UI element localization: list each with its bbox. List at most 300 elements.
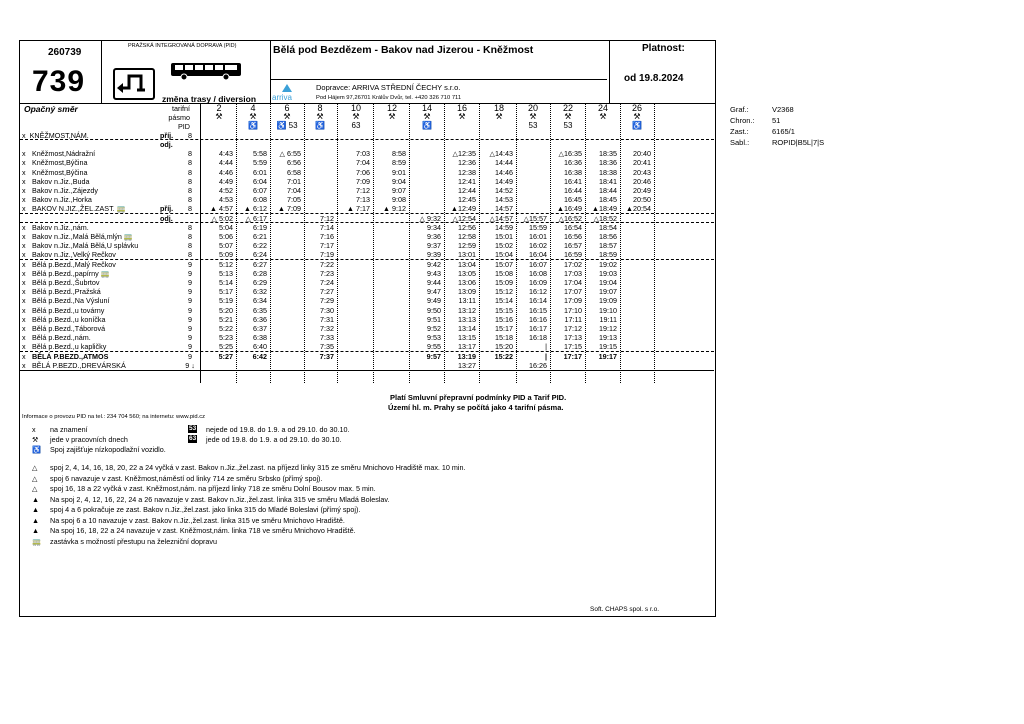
departure-time: △16:35 xyxy=(558,149,582,159)
departure-time: 6:34 xyxy=(253,296,267,306)
departure-time: 5:23 xyxy=(219,333,233,343)
departure-time: 7:23 xyxy=(320,268,334,278)
departure-time: 16:16 xyxy=(529,314,547,324)
departure-time: 19:12 xyxy=(599,324,617,333)
departure-time: 6:42 xyxy=(252,351,267,361)
legend-text: na znamení xyxy=(50,425,88,434)
note-symbol: ▲ xyxy=(32,505,40,514)
trip-number: 2 xyxy=(216,103,222,113)
departure-time: 19:11 xyxy=(599,314,617,324)
departure-time: 9:34 xyxy=(427,222,441,232)
departure-time: 17:11 xyxy=(564,314,582,324)
departure-time: 6:04 xyxy=(253,176,267,186)
departure-time: 9:52 xyxy=(427,324,441,333)
stop-marker: x xyxy=(22,167,26,177)
departure-time: 6:27 xyxy=(253,259,267,269)
departure-time: 9:07 xyxy=(392,186,406,195)
stop-marker: x xyxy=(22,149,26,159)
legend-text: Spoj zajišťuje nízkopodlažní vozidlo. xyxy=(50,445,166,454)
note-symbol: ▲ xyxy=(32,515,40,525)
stop-marker: x xyxy=(22,204,26,214)
tariff-zone: 9 xyxy=(188,268,192,278)
departure-time: △12:54 xyxy=(452,213,476,223)
departure-time: 9:36 xyxy=(427,232,441,241)
note-text: spoj 4 a 6 pokračuje ze zast. Bakov n.Jiz.,žel.zast. jako linka 315 do Mladé Boleslavi (přímý spoj). xyxy=(50,505,361,514)
stop-marker: x xyxy=(22,268,26,278)
departure-time: 18:57 xyxy=(599,241,617,251)
stop-name: Bělá p.Bezd.,u koníčka xyxy=(32,314,106,324)
trip-number: 26 xyxy=(631,103,642,113)
departure-time: 18:41 xyxy=(599,176,617,186)
stop-marker: x xyxy=(22,241,26,251)
tariff-zone: 8 xyxy=(188,222,192,232)
departure-time: 6:01 xyxy=(253,167,267,177)
departure-time: 6:28 xyxy=(253,268,267,278)
departure-time: 4:43 xyxy=(219,149,233,159)
tariff-zone: 9 xyxy=(188,342,192,352)
departure-time: 18:44 xyxy=(599,186,617,195)
stop-name: Bělá p.Bezd.,Na Výsluní xyxy=(32,296,110,306)
calendar-code-symbol: 53 xyxy=(189,425,197,432)
fare-conditions: Platí Smluvní přepravní podmínky PID a Tarif PID. Území hl. m. Prahy se počítá jako 4 tarifní pásma. xyxy=(388,393,567,412)
departure-time: 9:39 xyxy=(427,250,441,260)
tariff-zone: 9 xyxy=(188,314,192,324)
workday-icon: ⚒ xyxy=(458,112,466,121)
departure-time: 16:38 xyxy=(564,167,582,177)
departure-time: 19:13 xyxy=(599,333,617,343)
departure-time: 9:42 xyxy=(427,259,441,269)
tariff-zone: 9 xyxy=(188,324,192,333)
info-line: Informace o provozu PID na tel.: 234 704 560; na internetu: www.pid.cz xyxy=(22,414,206,420)
licence-number: 260739 xyxy=(48,47,82,58)
departure-time: 9:04 xyxy=(392,176,406,186)
stop-name: Bělá p.Bezd.,nám. xyxy=(32,333,91,343)
svg-text:arriva: arriva xyxy=(272,93,293,102)
meta-value: ROPID|B5L|7|S xyxy=(772,138,825,147)
workday-icon: ⚒ xyxy=(529,112,537,121)
departure-time: 16:01 xyxy=(529,232,547,241)
tariff-zone: 8 xyxy=(188,241,192,251)
legend-symbol: x xyxy=(32,425,36,434)
departure-time: 13:15 xyxy=(458,333,476,343)
tariff-zone: 9 xyxy=(188,351,192,361)
departure-time: 7:19 xyxy=(320,250,334,260)
departure-time: 9:08 xyxy=(392,195,406,205)
departure-time: 13:04 xyxy=(458,259,476,269)
departure-time: ▲ 6:12 xyxy=(243,204,267,214)
departure-time: 20:43 xyxy=(633,167,651,177)
departure-time: 13:19 xyxy=(457,351,476,361)
departure-time: 4:53 xyxy=(219,195,233,205)
departure-time: 7:12 xyxy=(320,213,334,223)
stop-name: Bakov n.Jiz.,Buda xyxy=(32,176,90,186)
tariff-zone: 8 xyxy=(188,186,192,195)
departure-time: △16:52 xyxy=(558,213,582,223)
trip-number: 6 xyxy=(284,103,290,113)
departure-time: 16:36 xyxy=(564,158,582,168)
departure-time: 18:36 xyxy=(599,158,617,168)
tariff-zone: 9 xyxy=(188,259,192,269)
departure-time: 17:03 xyxy=(564,268,582,278)
stop-marker: x xyxy=(22,186,26,195)
trip-attribute: ♿ xyxy=(315,121,325,130)
departure-time: 7:04 xyxy=(287,186,301,195)
workday-icon: ⚒ xyxy=(215,112,223,121)
departure-time: 4:52 xyxy=(219,186,233,195)
stop-marker: x xyxy=(22,305,26,315)
trip-attribute: ♿ xyxy=(248,121,258,130)
departure-time: 17:17 xyxy=(563,351,582,361)
first-stop-mode: příj. xyxy=(160,131,174,140)
trip-attribute: 63 xyxy=(351,121,361,130)
software-credit: Soft. CHAPS spol. s r.o. xyxy=(590,606,659,613)
trip-attribute: 53 xyxy=(563,121,573,130)
stop-marker: x xyxy=(22,222,26,232)
departure-time: ▲ 9:12 xyxy=(382,204,406,214)
stop-name: Kněžmost,Nádražní xyxy=(32,149,96,159)
departure-time: 17:04 xyxy=(564,278,582,287)
departure-time: 15:22 xyxy=(494,351,513,361)
departure-time: 9:55 xyxy=(427,342,441,352)
stop-marker: x xyxy=(22,195,26,205)
stop-name: Kněžmost,Býčina xyxy=(32,158,88,168)
route-change-label: změna trasy / diversion xyxy=(162,94,257,104)
departure-time: 6:36 xyxy=(253,314,267,324)
departure-time: 7:30 xyxy=(320,305,334,315)
workday-icon: ⚒ xyxy=(316,112,324,121)
meta-value: 51 xyxy=(772,116,781,125)
departure-time: 5:06 xyxy=(219,232,233,241)
departure-time: 18:45 xyxy=(599,195,617,205)
departure-time: ▲ 4:57 xyxy=(209,204,233,214)
meta-value: V2368 xyxy=(772,105,794,114)
note-text: Na spoj 16, 18, 22 a 24 navazuje v zast. Kněžmost,nám. linka 718 ve směru Mnichovo Hradiště. xyxy=(50,526,356,535)
departure-time: 15:16 xyxy=(495,314,513,324)
departure-time: | xyxy=(544,351,547,361)
note-text: zastávka s možností přestupu na železniční dopravu xyxy=(50,536,218,546)
departure-time: 7:32 xyxy=(320,324,334,333)
note-symbol: ▲ xyxy=(32,526,40,535)
tariff-zone: 8 xyxy=(188,149,192,159)
departure-time: 18:54 xyxy=(599,222,617,232)
stop-marker: x xyxy=(22,360,26,370)
tariff-zone: 9 xyxy=(188,287,192,297)
bus-icon xyxy=(170,61,242,86)
departure-time: 15:01 xyxy=(495,232,513,241)
departure-time: 14:52 xyxy=(495,186,513,195)
stop-name: Kněžmost,Býčina xyxy=(32,167,88,177)
legend-symbol: ⚒ xyxy=(32,435,39,444)
direction-label: Opačný směr xyxy=(24,104,78,114)
workday-icon: ⚒ xyxy=(249,112,257,121)
departure-time: 9:47 xyxy=(427,287,441,297)
departure-time: 18:56 xyxy=(599,232,617,241)
departure-time: 13:09 xyxy=(458,287,476,297)
meta-value: 6165/1 xyxy=(772,127,795,136)
departure-time: 12:44 xyxy=(458,186,476,195)
trip-number: 10 xyxy=(350,103,361,113)
departure-time: 5:12 xyxy=(219,259,233,269)
departure-time: 17:07 xyxy=(564,287,582,297)
stop-marker: x xyxy=(22,314,26,324)
departure-time: 7:22 xyxy=(320,259,334,269)
departure-time: 13:27 xyxy=(458,360,476,370)
stop-name: Bělá p.Bezd.,Táborová xyxy=(32,324,106,333)
departure-time: 13:05 xyxy=(458,268,476,278)
note-symbol: 🚃 xyxy=(32,536,41,546)
departure-time: 5:22 xyxy=(219,324,233,333)
departure-time: 6:40 xyxy=(253,342,267,352)
departure-time: △ 5:02 xyxy=(211,213,233,223)
departure-time: ▲ 7:17 xyxy=(346,204,370,214)
note-text: Na spoj 2, 4, 12, 16, 22, 24 a 26 navazuje v zast. Bakov n.Jiz.,žel.zast. linka 315 ve směru Mladá Boleslav. xyxy=(50,494,390,504)
departure-time: 9:43 xyxy=(427,268,441,278)
note-symbol: ▲ xyxy=(32,494,40,504)
tariff-zone: 9 xyxy=(188,278,192,287)
validity-label: Platnost: xyxy=(642,43,685,54)
departure-time: 5:58 xyxy=(253,149,267,159)
calendar-code-text: jede od 19.8. do 1.9. a od 29.10. do 30.10. xyxy=(206,435,342,444)
trip-number: 12 xyxy=(386,103,397,113)
departure-time: 16:18 xyxy=(529,333,547,343)
legend-text: jede v pracovních dnech xyxy=(50,435,128,444)
stop-name: Bělá p.Bezd.,Šubrtov xyxy=(32,278,100,287)
departure-time: 13:12 xyxy=(458,305,476,315)
workday-icon: ⚒ xyxy=(633,112,641,121)
departure-time: 6:56 xyxy=(287,158,301,168)
departure-time: 18:38 xyxy=(599,167,617,177)
departure-time: 16:45 xyxy=(564,195,582,205)
departure-mark: odj. xyxy=(160,213,173,223)
trip-attribute: ♿ xyxy=(422,121,432,130)
departure-time: 6:07 xyxy=(253,186,267,195)
departure-time: 5:17 xyxy=(219,287,233,297)
departure-time: 6:08 xyxy=(253,195,267,205)
departure-time: 4:46 xyxy=(219,167,233,177)
departure-time: 20:46 xyxy=(633,176,651,186)
departure-time: 6:21 xyxy=(253,232,267,241)
departure-time: 19:04 xyxy=(599,278,617,287)
departure-time: 13:06 xyxy=(458,278,476,287)
departure-time: 7:09 xyxy=(356,176,370,186)
note-symbol: △ xyxy=(32,463,38,472)
stop-marker: x xyxy=(22,158,26,168)
departure-mark: odj. xyxy=(160,140,173,149)
departure-time: 9:49 xyxy=(427,296,441,306)
departure-time: 5:14 xyxy=(219,278,233,287)
departure-time: 5:25 xyxy=(219,342,233,352)
departure-time: 17:09 xyxy=(564,296,582,306)
departure-time: 12:58 xyxy=(458,232,476,241)
workday-icon: ⚒ xyxy=(599,112,607,121)
stop-name: Bělá p.Bezd.,u továrny xyxy=(32,305,105,315)
tariff-zone: 9 xyxy=(188,305,192,315)
departure-time: 8:58 xyxy=(392,149,406,159)
departure-time: 13:01 xyxy=(458,250,476,260)
departure-time: △ 9:32 xyxy=(419,213,441,223)
departure-time: 15:02 xyxy=(495,241,513,251)
departure-time: 13:14 xyxy=(458,324,476,333)
departure-time: 15:07 xyxy=(495,259,513,269)
departure-time: 19:03 xyxy=(599,268,617,278)
departure-time: 7:31 xyxy=(320,314,334,324)
departure-time: △14:57 xyxy=(489,213,513,223)
route-name: Bělá pod Bezdězem - Bakov nad Jizerou - Kněžmost xyxy=(273,44,534,56)
departure-time: 16:07 xyxy=(529,259,547,269)
stop-name: Bělá p.Bezd.,papírny 🚃 xyxy=(32,268,110,278)
departure-time: 7:04 xyxy=(356,158,370,168)
stop-name: Bělá p.Bezd.,Pražská xyxy=(32,287,101,297)
departure-time: 7:05 xyxy=(287,195,301,205)
trip-number: 8 xyxy=(317,103,323,113)
departure-time: | xyxy=(545,342,547,352)
trip-number: 14 xyxy=(421,103,432,113)
trip-attribute: ♿ xyxy=(632,121,642,130)
departure-time: 16:08 xyxy=(529,268,547,278)
departure-time: 16:04 xyxy=(529,250,547,260)
first-stop-row: x KNĚŽMOST,NÁM. xyxy=(22,131,89,140)
departure-time: 6:37 xyxy=(253,324,267,333)
departure-time: 18:35 xyxy=(599,149,617,159)
departure-time: 4:49 xyxy=(219,176,233,186)
departure-time: 15:18 xyxy=(495,333,513,343)
stop-name: Bakov n.Jiz.,Malá Bělá,U splávku xyxy=(32,241,139,251)
stop-marker: x xyxy=(22,296,26,306)
stop-marker: x xyxy=(22,333,26,343)
departure-time: ▲ 7:09 xyxy=(277,204,301,214)
departure-time: 7:03 xyxy=(356,149,370,159)
trip-attribute: ♿ 53 xyxy=(276,121,298,130)
calendar-code-symbol: 63 xyxy=(189,435,197,442)
system-name: PRAŽSKÁ INTEGROVANÁ DOPRAVA (PID) xyxy=(128,43,237,49)
departure-time: 15:59 xyxy=(529,222,547,232)
trip-attribute: 53 xyxy=(528,121,538,130)
departure-time: 9:50 xyxy=(427,305,441,315)
departure-time: 17:13 xyxy=(564,333,582,343)
stop-name: Bakov n.Jiz.,nám. xyxy=(32,222,89,232)
departure-time: 12:38 xyxy=(458,167,476,177)
departure-time: 5:27 xyxy=(218,351,233,361)
departure-time: 7:06 xyxy=(356,167,370,177)
departure-time: 5:04 xyxy=(219,222,233,232)
meta-key: Chron.: xyxy=(730,116,755,125)
departure-time: 15:15 xyxy=(495,305,513,315)
stop-name: BAKOV N.JIZ.,ŽEL.ZAST. 🚃 xyxy=(32,204,126,214)
departure-time: 14:57 xyxy=(495,204,513,214)
stop-marker: x xyxy=(22,259,26,269)
departure-time: 7:29 xyxy=(320,296,334,306)
departure-time: 16:14 xyxy=(529,296,547,306)
workday-icon: ⚒ xyxy=(423,112,431,121)
departure-time: 7:17 xyxy=(320,241,334,251)
departure-time: ▲12:49 xyxy=(450,204,476,214)
departure-time: 17:15 xyxy=(564,342,582,352)
stop-marker: x xyxy=(22,351,26,361)
stop-name: Bělá p.Bezd.,u kapličky xyxy=(32,342,107,352)
departure-time: △14:43 xyxy=(489,149,513,159)
stop-marker: x xyxy=(22,324,26,333)
departure-time: 8:59 xyxy=(392,158,406,168)
departure-time: 5:09 xyxy=(219,250,233,260)
departure-time: 5:20 xyxy=(219,305,233,315)
departure-time: 6:19 xyxy=(253,222,267,232)
departure-time: 9:51 xyxy=(427,314,441,324)
departure-time: 9:37 xyxy=(427,241,441,251)
departure-time: 7:27 xyxy=(320,287,334,297)
trip-number: 20 xyxy=(527,103,538,113)
trip-number: 24 xyxy=(597,103,608,113)
departure-time: 17:10 xyxy=(564,305,582,315)
departure-time: ▲20:54 xyxy=(625,204,651,214)
departure-time: 17:12 xyxy=(564,324,582,333)
tariff-zone: 9 xyxy=(188,296,192,306)
departure-time: 14:59 xyxy=(495,222,513,232)
stop-marker: x xyxy=(22,250,26,260)
stop-marker: x xyxy=(22,176,26,186)
tariff-zone: 9 xyxy=(188,333,192,343)
departure-time: 15:04 xyxy=(495,250,513,260)
departure-time: 16:59 xyxy=(564,250,582,260)
stop-name: Bakov n.Jiz.,Malá Bělá,mlýn 🚃 xyxy=(32,232,133,241)
departure-time: 6:32 xyxy=(253,287,267,297)
stop-name: Bakov n.Jiz.,Zájezdy xyxy=(32,186,98,195)
departure-time: 20:50 xyxy=(633,195,651,205)
departure-time: 13:17 xyxy=(458,342,476,352)
departure-time: 19:07 xyxy=(599,287,617,297)
departure-time: △12:35 xyxy=(452,149,476,159)
meta-key: Sabl.: xyxy=(730,138,750,147)
departure-time: 9:53 xyxy=(427,333,441,343)
timetable-grid xyxy=(20,103,714,393)
departure-time: 16:44 xyxy=(564,186,582,195)
tariff-zone: 8 xyxy=(188,204,192,214)
departure-time: 6:24 xyxy=(253,250,267,260)
note-text: spoj 16, 18 a 22 vyčká v zast. Kněžmost,nám. na příjezd linky 718 ze směru Dolní Bousov max. 5 min. xyxy=(50,484,376,493)
departure-time: 16:12 xyxy=(529,287,547,297)
departure-time: △ 6:55 xyxy=(279,149,301,159)
departure-time: 17:02 xyxy=(564,259,582,269)
workday-icon: ⚒ xyxy=(388,112,396,121)
note-text: spoj 6 navazuje v zast. Kněžmost,náměstí od linky 714 ze směru Srbsko (přímý spoj). xyxy=(50,473,323,483)
departure-time: 16:56 xyxy=(564,232,582,241)
stop-marker: x xyxy=(22,342,26,352)
note-symbol: △ xyxy=(32,484,38,493)
departure-time: 5:21 xyxy=(219,314,233,324)
note-text: spoj 2, 4, 14, 16, 18, 20, 22 a 24 vyčká v zast. Bakov n.Jiz.,žel.zast. na příjezd linky 315 ze směru Mnichovo Hradiště max. 10 min. xyxy=(50,463,466,472)
tariff-zone: 8 xyxy=(188,158,192,168)
departure-time: 5:07 xyxy=(219,241,233,251)
departure-time: 14:44 xyxy=(495,158,513,168)
departure-time: 15:09 xyxy=(495,278,513,287)
stop-marker: x xyxy=(22,278,26,287)
departure-time: 19:10 xyxy=(599,305,617,315)
departure-time: 7:16 xyxy=(320,232,334,241)
departure-time: 6:58 xyxy=(287,167,301,177)
departure-time: 16:02 xyxy=(529,241,547,251)
departure-time: 7:01 xyxy=(287,176,301,186)
departure-time: 4:44 xyxy=(219,158,233,168)
departure-time: 20:40 xyxy=(633,149,651,159)
departure-time: 15:17 xyxy=(495,324,513,333)
workday-icon: ⚒ xyxy=(495,112,503,121)
first-stop-zone: 8 xyxy=(188,131,192,140)
departure-time: △15:57 xyxy=(523,213,547,223)
detour-icon xyxy=(113,68,155,100)
departure-time: 16:26 xyxy=(529,360,547,370)
departure-time: 7:12 xyxy=(356,186,370,195)
meta-key: Zast.: xyxy=(730,127,749,136)
departure-time: 9:57 xyxy=(426,351,441,361)
